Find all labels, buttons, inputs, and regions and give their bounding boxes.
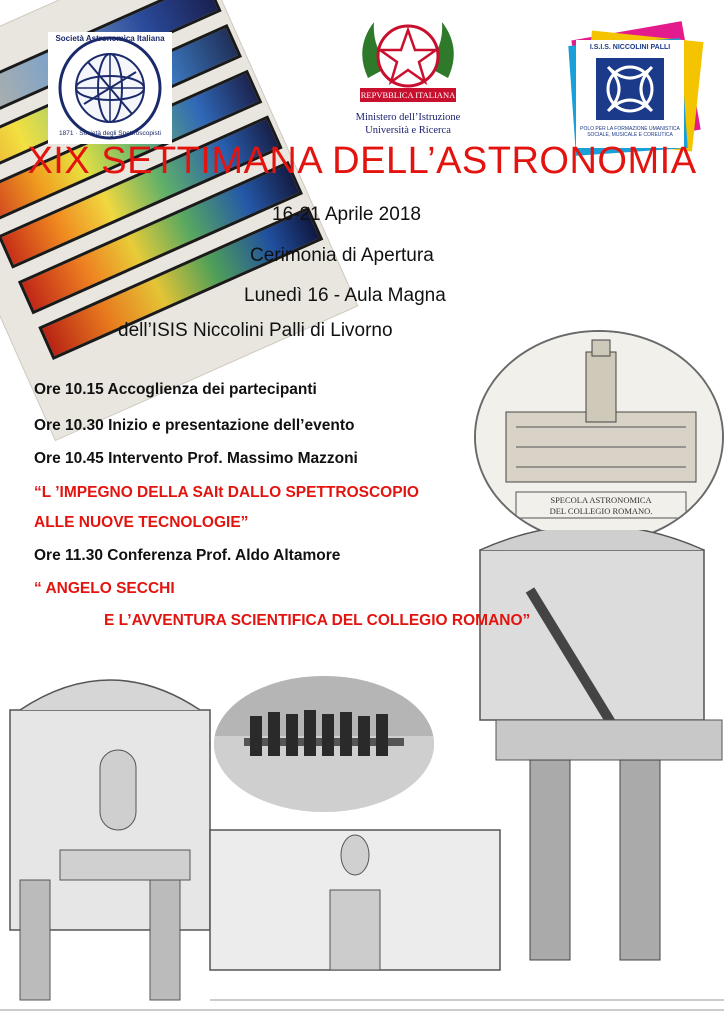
sait-emblem-icon — [48, 32, 172, 144]
sait-top-text: Società Astronomica Italiana — [55, 34, 165, 43]
program-talk-title: ALLE NUOVE TECNOLOGIE” — [34, 514, 249, 531]
event-ceremony: Cerimonia di Apertura — [250, 245, 434, 266]
specola-engraving — [474, 330, 724, 544]
isis-caption: POLO PER LA FORMAZIONE UMANISTICA SOCIALE, MUSICALE E COREUTICA — [580, 126, 680, 138]
program-talk-title: “ ANGELO SECCHI — [34, 580, 175, 597]
program-talk-title: E L’AVVENTURA SCIENTIFICA DEL COLLEGIO ROMANO” — [104, 612, 531, 629]
event-dates: 16-21 Aprile 2018 — [272, 204, 421, 225]
program-item: Ore 10.45 Intervento Prof. Massimo Mazzoni — [34, 450, 358, 467]
isis-name: I.S.I.S. NICCOLINI PALLI — [589, 44, 671, 51]
ministero-line2: Università e Ricerca — [365, 125, 451, 136]
page-title: XIX SETTIMANA DELL’ASTRONOMIA — [27, 140, 697, 182]
event-day-place: Lunedì 16 - Aula Magna — [244, 285, 446, 306]
program-item: Ore 11.30 Conferenza Prof. Aldo Altamore — [34, 547, 341, 564]
program-item: Ore 10.15 Accoglienza dei partecipanti — [34, 381, 317, 398]
engraving-caption-2: DEL COLLEGIO ROMANO. — [549, 506, 653, 516]
sait-bottom-text: 1871 · Società degli Spettroscopisti — [59, 130, 161, 137]
engraving-caption-1: SPECOLA ASTRONOMICA — [550, 495, 652, 505]
isis-badge — [576, 40, 684, 148]
historic-group-photo — [214, 676, 434, 812]
celtic-knot-icon — [594, 56, 666, 122]
ministero-line1: Ministero dell’Istruzione — [355, 112, 461, 123]
sait-logo — [48, 32, 172, 144]
group-photo-icon — [214, 676, 434, 812]
event-venue: dell’ISIS Niccolini Palli di Livorno — [118, 320, 393, 341]
program-item: Ore 10.30 Inizio e presentazione dell’evento — [34, 417, 355, 434]
program-talk-title: “L ’IMPEGNO DELLA SAIt DALLO SPETTROSCOPIO — [34, 484, 419, 501]
ministero-banner-text: REPVBBLICA ITALIANA — [360, 90, 456, 100]
ministero-logo — [344, 8, 472, 144]
